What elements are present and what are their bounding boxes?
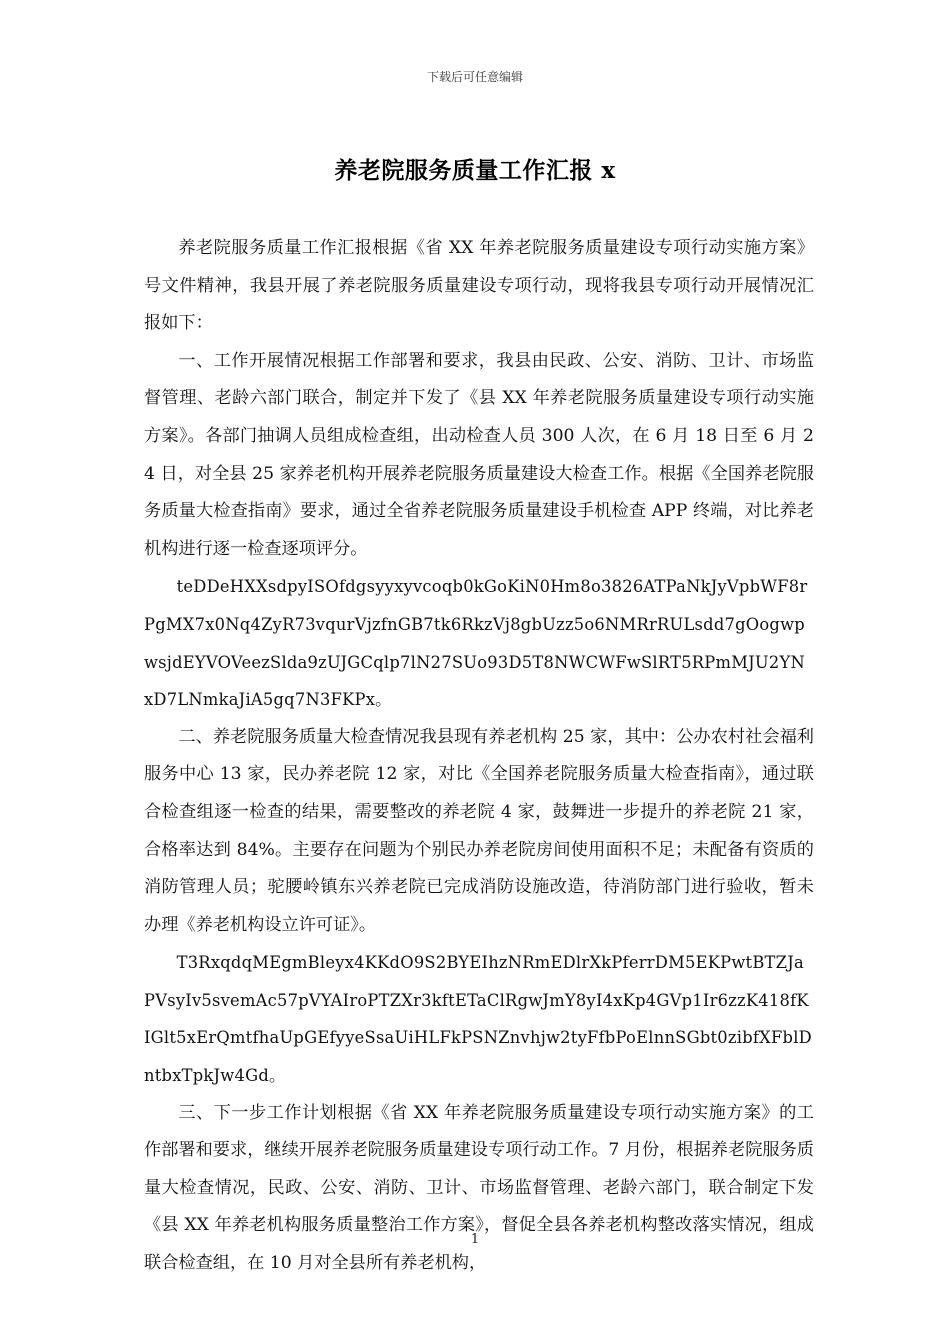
paragraph-section-2: 二、养老院服务质量大检查情况我县现有养老机构 25 家，其中：公办农村社会福利服务中心 13 家，民办养老院 12 家，对比《全国养老院服务质量大检查指南》，通过联合检查组逐一检查的结果，需要整改的养老院 4 家，鼓舞进一步提升的养老院 21 家，合格率达到 84%。主要存在问题为个别民办养老院房间使用面积不足；未配备有资质的消防管理人员；驼腰岭镇东兴养老院已完成消防设施改造，待消防部门进行验收，暂未办理《养老机构设立许可证》。 [144, 726, 814, 935]
document-body [144, 230, 814, 1283]
page-header: 下载后可任意编辑 [426, 70, 523, 84]
paragraph-code-2: T3RxqdqMEgmBleyx4KKdO9S2BYEIhzNRmEDlrXkPferrDM5EKPwtBTZJaPVsyIv5svemAc57pVYAIroPTZXr3kftETaClRgwJmY8yI4xKp4GVp1Ir6zzK418fKIGlt5xErQmtfhaUpGEfyyeSsaUiHLFkPSNZnvhjw2tyFfbPoElnnSGbt0zibfXFblDntbxTpkJw4Gd。 [144, 953, 812, 1086]
page-number: 1 [470, 1232, 480, 1247]
paragraph-section-1: 一、工作开展情况根据工作部署和要求，我县由民政、公安、消防、卫计、市场监督管理、老龄六部门联合，制定并下发了《县 XX 年养老院服务质量建设专项行动实施方案》。各部门抽调人员组成检查组，出动检查人员 300 人次，在 6 月 18 日至 6 月 24 日，对全县 25 家养老机构开展养老院服务质量建设大检查工作。根据《全国养老院服务质量大检查指南》要求，通过全省养老院服务质量建设手机检查 APP 终端，对比养老机构进行逐一检查逐项评分。 [144, 350, 814, 559]
paragraph-code-1: teDDeHXXsdpyISOfdgsyyxyvcoqb0kGoKiN0Hm8o3826ATPaNkJyVpbWF8rPgMX7x0Nq4ZyR73vqurVjzfnGB7tk6RkzVj8gbUzz5o6NMRrRULsdd7gOogwpwsjdEYVOVeezSlda9zUJGCqlp7lN27SUo93D5T8NWCWFwSlRT5RPmMJU2YNxD7LNmkaJiA5gq7N3FKPx。 [144, 577, 808, 710]
paragraph-intro: 养老院服务质量工作汇报根据《省 XX 年养老院服务质量建设专项行动实施方案》号文件精神，我县开展了养老院服务质量建设专项行动，现将我县专项行动开展情况汇报如下： [144, 238, 814, 334]
document-title: 养老院服务质量工作汇报 x [334, 157, 616, 184]
paragraph-section-3: 三、下一步工作计划根据《省 XX 年养老院服务质量建设专项行动实施方案》的工作部署和要求，继续开展养老院服务质量建设专项行动工作。7 月份，根据养老院服务质量大检查情况，民政、公安、消防、卫计、市场监督管理、老龄六部门，联合制定下发《县 XX 年养老机构服务质量整治工作方案》，督促全县各养老机构整改落实情况，组成联合检查组，在 10 月对全县所有养老机构， [144, 1102, 814, 1274]
